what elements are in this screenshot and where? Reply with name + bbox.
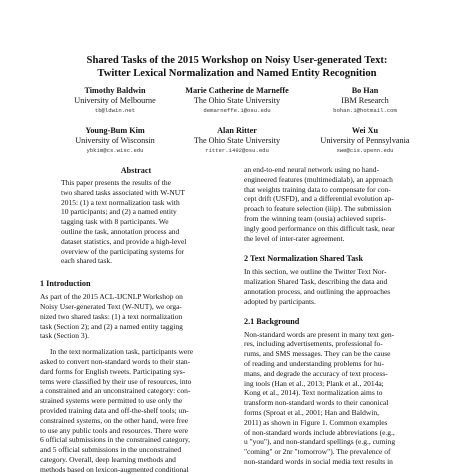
- author-block: [290, 86, 440, 115]
- author-block: [290, 126, 440, 155]
- author-affiliation: The Ohio State University: [193, 96, 281, 105]
- section-heading-text-normalization: 2 Text Normalization Shared Task: [244, 254, 364, 264]
- paper-title: [40, 54, 434, 80]
- author-name: Marie Catherine de Marneffe: [185, 86, 289, 95]
- intro-paragraph-2: In the text normalization task, participants were asked to convert non-standard words to their stan- dard forms for English tweets. Participating sys- tems were classified by their use of resources, into a constrained and an unconstrained category: con- strained systems were permitted to use only the provided training data and off-the-shelf tools; un- constrained systems, on the other hand, were free to use any public tools and resources. There were 6 official submissions in the constrained category, and 5 official submissions in the unconstrained category. Overall, deep learning methods and methods based on lexicon-augmented conditional: [40, 347, 194, 474]
- title-line-1: Shared Tasks of the 2015 Workshop on Noisy User-generated Text:: [86, 55, 388, 66]
- author-affiliation: University of Wisconsin: [75, 136, 155, 145]
- author-email: ritter.1492@osu.edu: [205, 147, 269, 154]
- title-line-2: Twitter Lexical Normalization and Named Entity Recognition: [97, 68, 377, 79]
- subsection-heading-background: 2.1 Background: [244, 316, 300, 326]
- author-name: Alan Ritter: [217, 126, 257, 135]
- author-affiliation: University of Pennsylvania: [320, 136, 410, 145]
- continued-paragraph: an end-to-end neural network using no hand- engineered features (multimedialab), an approach that weights training data to compensate for con- cept drift (USFD), and a differential evolution ap- proach to feature selection (iiip). The submission from the winning team (ousia) achieved supris- ingly good performance on this difficult task, near the level of inter-rater agreement.: [244, 165, 395, 243]
- abstract-text: This paper presents the results of the two shared tasks associated with W-NUT 2015: (1) a text normalization task with 10 participants; and (2) a named entity tagging task with 8 participants. We outline the task, annotation process and dataset statistics, and provide a high-level overview of the participating systems for each shared task.: [61, 178, 187, 266]
- author-email: tb@ldwin.net: [94, 107, 136, 114]
- author-email: demarneffe.1@osu.edu: [203, 107, 271, 114]
- author-affiliation: University of Melbourne: [74, 96, 156, 105]
- author-email: bohan.1@hotmail.com: [333, 107, 397, 114]
- author-name: Young-Bum Kim: [85, 126, 145, 135]
- background-paragraph: Non-standard words are present in many text gen- res, including advertisements, professional fo- rums, and SMS messages. They can be the cause of reading and understanding problems for hu- mans, and degrade the accuracy of text process- ing tools (Han et al., 2013; Plank et al., 2014a; Kong et al., 2014). Text normalization aims to transform non-standard words to their canonical forms (Sproat et al., 2001; Han and Baldwin, 2011) as shown in Figure 1. Common examples of non-standard words include abbreviations (e.g., u "you"), and non-standard spellings (e.g., cuming "coming" or 2nr "tomorrow"). The prevalence of non-standard words in social media text results in: [244, 329, 396, 466]
- author-name: Bo Han: [351, 86, 379, 95]
- section-heading-introduction: 1 Introduction: [40, 279, 91, 289]
- author-email: xwe@cis.upenn.edu: [336, 147, 394, 154]
- author-affiliation: The Ohio State University: [193, 136, 281, 145]
- author-affiliation: IBM Research: [341, 96, 389, 105]
- right-column: [244, 165, 436, 467]
- author-name: Timothy Baldwin: [84, 86, 146, 95]
- author-name: Wei Xu: [351, 126, 379, 135]
- intro-paragraph-1: As part of the 2015 ACL-IJCNLP Workshop on Noisy User-generated Text (W-NUT), we orga- nized two shared tasks: (1) a text normalization task (Section 2); and (2) a named entity tagging task (Section 3).: [40, 292, 183, 341]
- section-2-paragraph: In this section, we outline the Twitter Text Nor- malization Shared Task, describing the data and annotation process, and outlining the approaches adopted by participants.: [244, 267, 391, 306]
- author-email: ybkim@cs.wisc.edu: [86, 147, 144, 154]
- left-column: [40, 165, 232, 475]
- abstract-heading: Abstract: [120, 166, 152, 175]
